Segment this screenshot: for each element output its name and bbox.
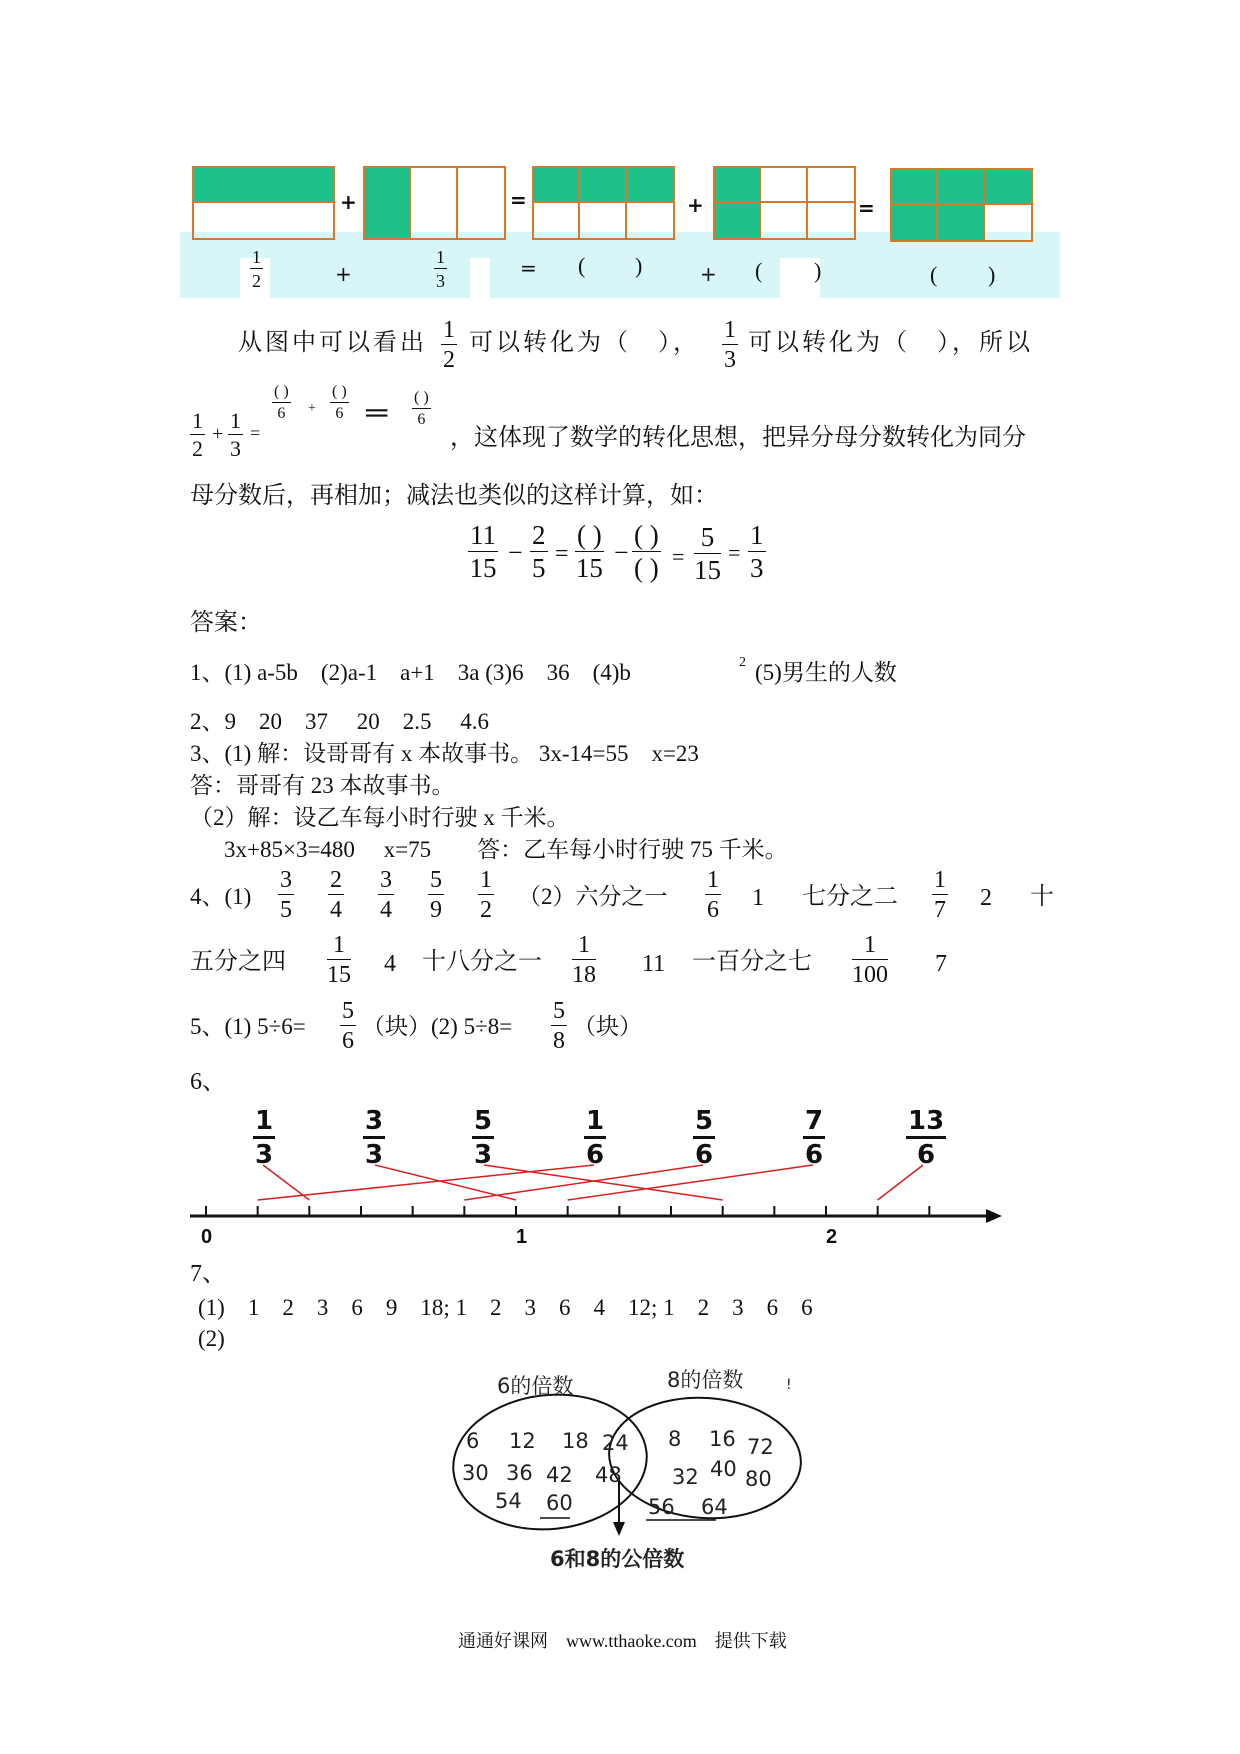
answer-7-part1: (1) 1 2 3 6 9 18; 1 2 3 6 4 12; 1 2 3 6 6: [198, 1295, 813, 1320]
equals-sign: =: [250, 423, 261, 443]
answer-3-line3: （2）解：设乙车每小时行驶 x 千米。: [190, 805, 570, 830]
blank-open-paren: (: [755, 258, 763, 283]
numberline-fraction: $\frac{1}{3}$: [255, 1106, 274, 1170]
fraction-one-third: $\frac{1}{3}$: [724, 317, 736, 373]
fraction-two-fifths: $\frac{2}{5}$: [532, 520, 546, 583]
answer-4-fraction: $\frac{5}{9}$: [430, 867, 442, 923]
venn-left-title: 6的倍数: [497, 1374, 574, 1398]
fraction-blank-sixths: ( ) 6: [274, 383, 289, 422]
venn-number: 56: [648, 1495, 675, 1519]
equals-sign: =: [520, 256, 537, 280]
answer-1: 1、(1) a-5b (2)a-1 a+1 3a (3)6 36 (4)b: [190, 660, 631, 685]
answer-4-value: 11: [642, 951, 666, 977]
blank-close-paren: ): [814, 258, 822, 283]
intro-line3: 母分数后，再相加；减法也类似的这样计算，如：: [190, 481, 718, 509]
numberline-fraction: $\frac{5}{6}$: [695, 1106, 714, 1170]
fraction-one-half: $\frac{1}{2}$: [192, 408, 203, 461]
answer-3-line2: 答：哥哥有 23 本故事书。: [190, 773, 455, 798]
venn-common-number: 24: [602, 1431, 629, 1455]
venn-number: 40: [710, 1457, 737, 1481]
venn-number: 32: [672, 1465, 699, 1489]
answer-4-fraction: $\frac{2}{4}$: [330, 867, 342, 923]
answers-title: 答案：: [190, 608, 262, 636]
blank-close-paren: ): [988, 262, 996, 287]
blank-open-paren: (: [930, 262, 938, 287]
venn-number: 60: [546, 1491, 573, 1515]
answer-4-fraction: $\frac{3}{4}$: [380, 867, 392, 923]
tick-label-2: 2: [826, 1226, 838, 1248]
numberline-fraction: $\frac{3}{3}$: [365, 1106, 384, 1170]
answer-4-word: 十: [1030, 884, 1054, 910]
venn-number: 16: [709, 1427, 736, 1451]
plus-sign: +: [700, 262, 717, 286]
answer-5-a: 5、(1) 5÷6=: [190, 1014, 306, 1039]
answer-3-line4: 3x+85×3=480 x=75 答：乙车每小时行驶 75 千米。: [224, 837, 788, 862]
plus-sign: +: [687, 193, 704, 217]
answer-4-value: 7: [935, 951, 947, 977]
equals-sign: =: [858, 196, 875, 220]
answer-4-value: 1: [752, 885, 764, 911]
venn-stray-mark: !: [786, 1377, 792, 1393]
fraction-blank-blank: ( ) ( ): [634, 520, 659, 583]
blank-close-paren: ): [635, 253, 643, 278]
answer-4-word: 五分之四: [190, 949, 286, 975]
venn-number: 36: [506, 1461, 533, 1485]
fraction-one-third: $\frac{1}{3}$: [750, 520, 764, 583]
answer-5-c: （块）: [573, 1014, 642, 1039]
answer-4-fraction: $\frac{1}{18}$: [572, 932, 596, 988]
fraction-one-half: $\frac{1}{2}$: [252, 247, 261, 291]
answer-1-tail: (5)男生的人数: [755, 660, 897, 685]
blank-open-paren: (: [578, 253, 586, 278]
tick-label-0: 0: [201, 1226, 213, 1248]
fraction-blank-sixths: ( ) 6: [414, 389, 429, 428]
fraction-one-half: $\frac{1}{2}$: [443, 317, 455, 373]
answer-4-value: 2: [980, 885, 992, 911]
minus-sign: −: [614, 538, 629, 567]
answer-3-line1: 3、(1) 解：设哥哥有 x 本故事书。 3x-14=55 x=23: [190, 741, 699, 766]
answer-4-word: 十八分之一: [422, 949, 542, 975]
tick-label-1: 1: [516, 1226, 528, 1248]
answer-4-fraction: $\frac{1}{6}$: [707, 867, 719, 923]
equals-sign: =: [728, 540, 741, 565]
venn-right-title: 8的倍数: [667, 1368, 744, 1392]
numberline-fraction: $\frac{7}{6}$: [805, 1106, 824, 1170]
answer-4-part2: （2）六分之一: [518, 884, 668, 909]
answer-4-label: 4、(1): [190, 884, 252, 909]
answer-5-b: （块）(2) 5÷8=: [362, 1014, 513, 1039]
answer-4-value: 4: [384, 951, 396, 977]
answer-1-superscript: 2: [739, 655, 746, 670]
fraction-five-fifteenths: $\frac{5}{15}$: [694, 522, 721, 585]
intro-line1-c: 可以转化为（ ），所以: [748, 328, 1033, 356]
answer-4-fraction: $\frac{3}{5}$: [280, 867, 292, 923]
intro-line1-b: 可以转化为（ ），: [469, 328, 700, 356]
plus-sign: +: [212, 423, 224, 445]
venn-number: 30: [462, 1461, 489, 1485]
answer-4-fraction: $\frac{1}{2}$: [480, 867, 492, 923]
venn-common-number: 48: [595, 1463, 622, 1487]
equals-sign: ═: [366, 396, 388, 429]
equals-sign: =: [672, 544, 685, 569]
answer-7-part2: (2): [198, 1326, 225, 1351]
plus-sign: +: [335, 262, 352, 286]
fraction-one-third: $\frac{1}{3}$: [230, 408, 241, 461]
fraction-blank-fifteenths: ( ) 15: [575, 520, 603, 583]
numberline-fraction: $\frac{13}{6}$: [908, 1106, 945, 1170]
numberline-fraction: $\frac{1}{6}$: [586, 1106, 605, 1170]
answer-4-fraction: $\frac{1}{15}$: [327, 932, 351, 988]
answer-5-fraction: $\frac{5}{8}$: [553, 998, 565, 1054]
venn-caption: 6和8的公倍数: [550, 1547, 685, 1571]
venn-number: 8: [668, 1427, 682, 1451]
minus-sign: −: [508, 538, 523, 567]
intro-line1-a: 从图中可以看出: [238, 328, 427, 356]
fraction-one-third: $\frac{1}{3}$: [436, 247, 445, 291]
intro-line2-text: ，这体现了数学的转化思想，把异分母分数转化为同分: [450, 423, 1026, 451]
answer-2: 2、9 20 37 20 2.5 4.6: [190, 709, 489, 734]
answer-5-fraction: $\frac{5}{6}$: [342, 998, 354, 1054]
page-footer: 通通好课网 www.tthaoke.com 提供下载: [458, 1631, 787, 1651]
venn-number: 6: [466, 1429, 480, 1453]
plus-sign: +: [340, 190, 357, 214]
plus-sign: +: [308, 401, 316, 416]
answer-7-label: 7、: [190, 1261, 226, 1287]
fraction-eleven-fifteenths: $\frac{11}{15}$: [469, 520, 497, 583]
venn-arrow-head: [613, 1522, 625, 1536]
answer-6-label: 6、: [190, 1069, 226, 1095]
venn-number: 42: [546, 1463, 573, 1487]
venn-number: 18: [562, 1429, 589, 1453]
venn-number: 80: [745, 1467, 772, 1491]
venn-number: 54: [495, 1489, 522, 1513]
venn-number: 12: [509, 1429, 536, 1453]
answer-4-word: 七分之二: [802, 884, 898, 910]
venn-number: 72: [747, 1435, 774, 1459]
fraction-blank-sixths: ( ) 6: [332, 383, 347, 422]
numberline-fraction: $\frac{5}{3}$: [474, 1106, 493, 1170]
equals-sign: =: [555, 541, 569, 567]
answer-4-word: 一百分之七: [692, 949, 812, 975]
answer-4-fraction: $\frac{1}{7}$: [934, 867, 946, 923]
venn-number: 64: [701, 1495, 728, 1519]
answer-4-fraction: $\frac{1}{100}$: [852, 932, 888, 988]
equals-sign: =: [510, 188, 527, 212]
